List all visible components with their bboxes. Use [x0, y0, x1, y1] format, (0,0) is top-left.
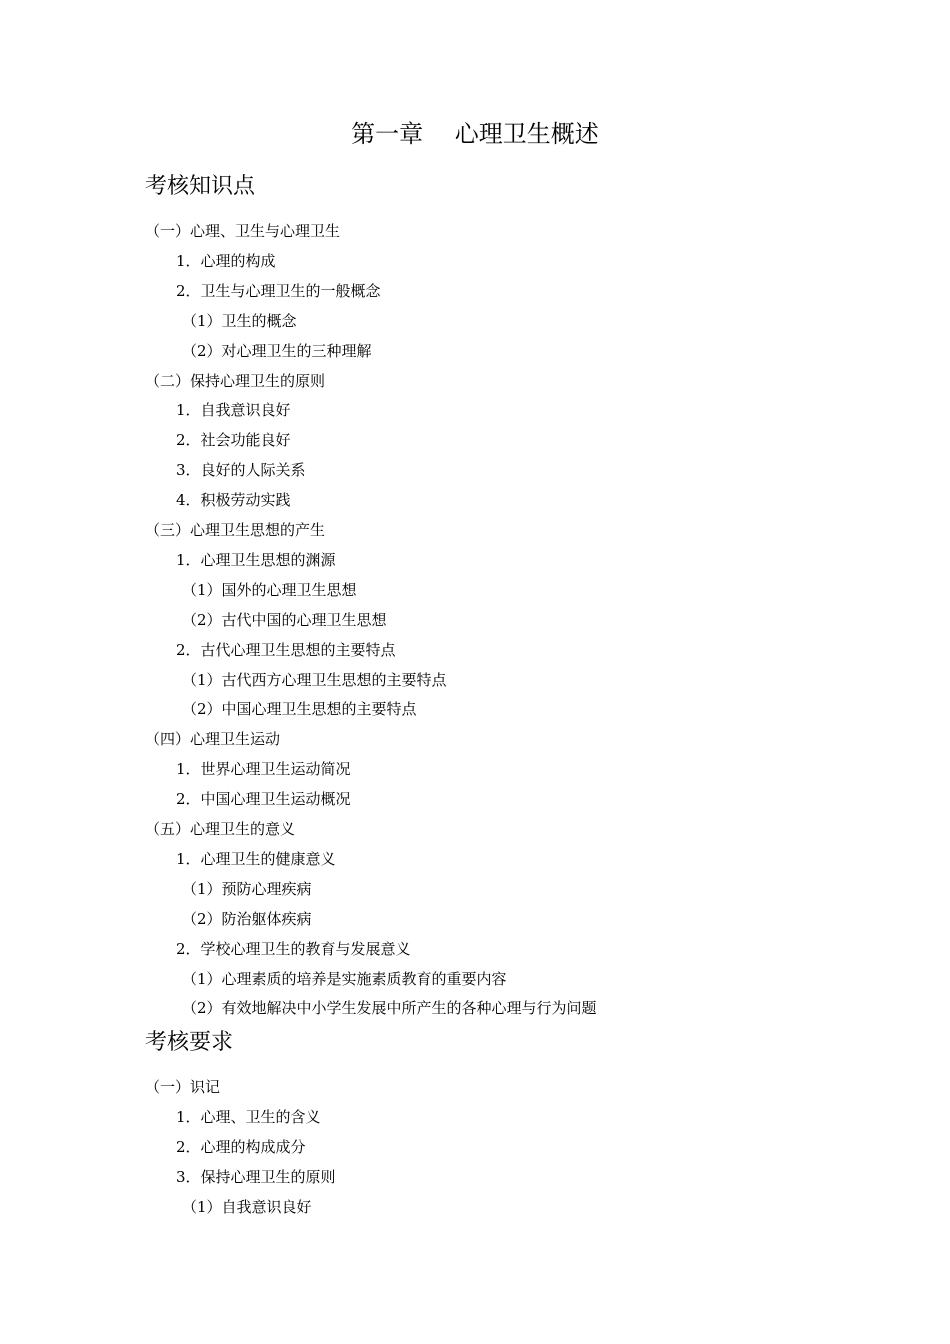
outline-item-level-3: （2）对心理卫生的三种理解	[182, 341, 372, 360]
section-heading: 考核知识点	[145, 174, 256, 199]
outline-item-level-2: 2．中国心理卫生运动概况	[176, 790, 351, 809]
outline-item-level-2: 2．古代心理卫生思想的主要特点	[176, 640, 396, 659]
outline-item-level-2: 1．心理卫生的健康意义	[176, 849, 336, 868]
outline-item-level-3: （2）古代中国的心理卫生思想	[182, 610, 387, 629]
outline-item-level-1: （一）识记	[145, 1078, 221, 1096]
outline-item-level-3: （1）自我意识良好	[182, 1197, 312, 1216]
outline-item-level-3: （2）有效地解决中小学生发展中所产生的各种心理与行为问题	[182, 999, 597, 1018]
outline-item-level-2: 1．心理的构成	[176, 251, 276, 270]
outline-item-level-1: （三）心理卫生思想的产生	[145, 521, 326, 539]
outline-item-level-3: （1）卫生的概念	[182, 311, 297, 330]
outline-item-level-2: 2．社会功能良好	[176, 431, 291, 450]
outline-item-level-2: 2．心理的构成成分	[176, 1137, 306, 1156]
outline-item-level-3: （2）防治躯体疾病	[182, 909, 312, 928]
outline-item-level-2: 3．良好的人际关系	[176, 461, 306, 480]
outline-item-level-3: （1）心理素质的培养是实施素质教育的重要内容	[182, 969, 507, 988]
outline-item-level-2: 1．世界心理卫生运动简况	[176, 760, 351, 779]
outline-item-level-2: 1．心理卫生思想的渊源	[176, 550, 336, 569]
outline-item-level-2: 3．保持心理卫生的原则	[176, 1167, 336, 1186]
outline-item-level-3: （1）预防心理疾病	[182, 879, 312, 898]
outline-item-level-2: 2．卫生与心理卫生的一般概念	[176, 281, 381, 300]
section-heading: 考核要求	[145, 1030, 234, 1055]
outline-item-level-1: （五）心理卫生的意义	[145, 820, 296, 838]
outline-item-level-2: 2．学校心理卫生的教育与发展意义	[176, 939, 411, 958]
outline-item-level-3: （1）国外的心理卫生思想	[182, 580, 357, 599]
outline-item-level-1: （四）心理卫生运动	[145, 730, 281, 749]
outline-item-level-2: 1．心理、卫生的含义	[176, 1107, 321, 1126]
outline-item-level-3: （1）古代西方心理卫生思想的主要特点	[182, 670, 447, 689]
chapter-title: 第一章 心理卫生概述	[351, 120, 599, 148]
outline-item-level-1: （二）保持心理卫生的原则	[145, 371, 326, 390]
outline-item-level-2: 4．积极劳动实践	[176, 491, 291, 510]
outline-item-level-3: （2）中国心理卫生思想的主要特点	[182, 700, 417, 719]
outline-item-level-2: 1．自我意识良好	[176, 401, 291, 420]
outline-item-level-1: （一）心理、卫生与心理卫生	[145, 222, 341, 240]
